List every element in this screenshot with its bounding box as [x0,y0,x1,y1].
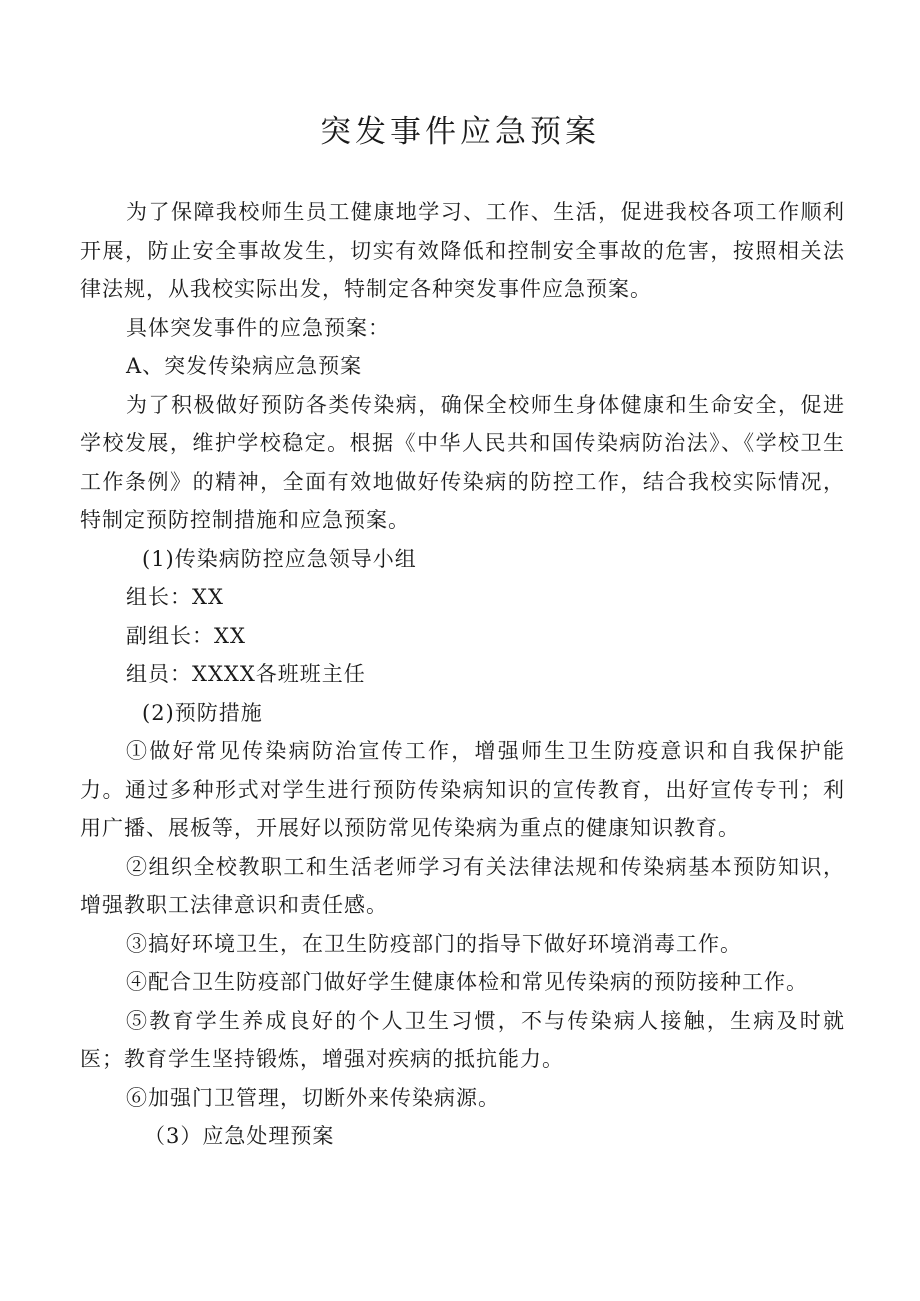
document-body [80,193,845,1156]
document-title: 突发事件应急预案 [320,114,600,150]
section-a-paragraph: 为了积极做好预防各类传染病，确保全校师生身体健康和生命安全，促进学校发展，维护学校稳定。根据《中华人民共和国传染病防治法》、《学校卫生工作条例》的精神，全面有效地做好传染病的防控工作，结合我校实际情况，特制定预防控制措施和应急预案。 [80,392,845,532]
measure-3-paragraph: ③搞好环境卫生，在卫生防疫部门的指导下做好环境消毒工作。 [126,931,742,956]
measure-1-paragraph: ①做好常见传染病防治宣传工作，增强师生卫生防疫意识和自我保护能力。通过多种形式对学生进行预防传染病知识的宣传教育，出好宣传专刊；利用广播、展板等，开展好以预防常见传染病为重点的健康知识教育。 [80,739,845,840]
measure-5-paragraph: ⑤教育学生养成良好的个人卫生习惯，不与传染病人接触，生病及时就医；教育学生坚持锻炼，增强对疾病的抵抗能力。 [80,1008,845,1071]
section-a-heading: A、突发传染病应急预案 [126,354,363,378]
measure-2-paragraph: ②组织全校教职工和生活老师学习有关法律法规和传染病基本预防知识，增强教职工法律意识和责任感。 [80,854,845,917]
measure-4-paragraph: ④配合卫生防疫部门做好学生健康体检和常见传染病的预防接种工作。 [126,970,808,994]
measure-6-paragraph: ⑥加强门卫管理，切断外来传染病源。 [126,1085,500,1110]
intro-paragraph: 为了保障我校师生员工健康地学习、工作、生活，促进我校各项工作顺利开展，防止安全事故发生，切实有效降低和控制安全事故的危害，按照相关法律法规，从我校实际出发，特制定各种突发事件应急预案。 [80,200,845,301]
subsection-1-heading: (1)传染病防控应急领导小组 [142,546,417,571]
members-line: 组员：XXXX各班班主任 [126,662,366,686]
section-intro-line: 具体突发事件的应急预案： [126,315,390,340]
subsection-2-heading: (2)预防措施 [142,700,263,725]
deputy-leader-line: 副组长：XX [126,623,246,648]
subsection-3-heading: （3）应急处理预案 [144,1124,335,1148]
leader-line: 组长：XX [126,585,224,609]
